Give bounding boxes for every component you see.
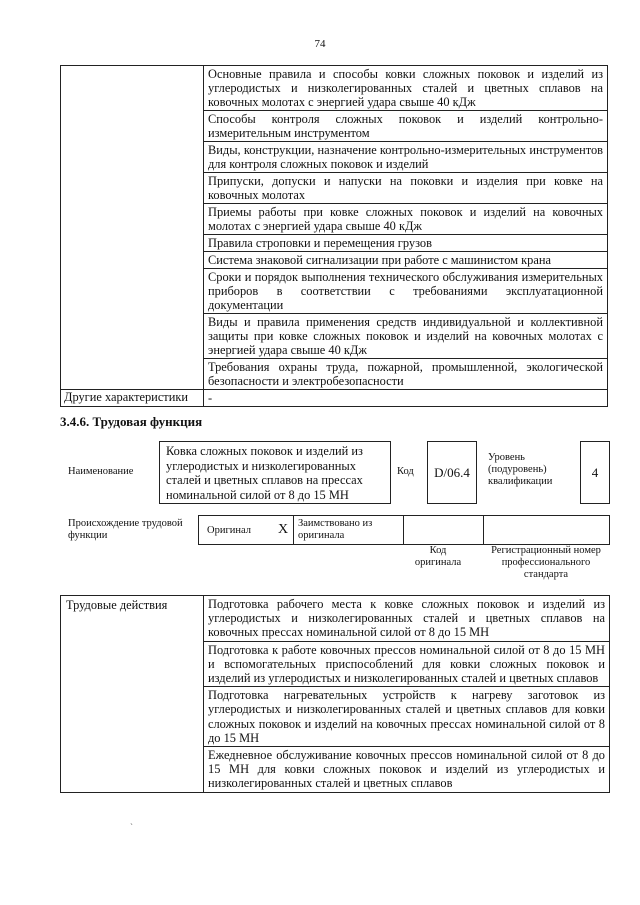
code-label: Код bbox=[397, 466, 414, 477]
level-label: Уровень (подуровень) квалификации bbox=[488, 452, 553, 487]
table-cell: Виды, конструкции, назначение контрольно-измерительных инструментов для контроля сложных поковок и изделий bbox=[204, 142, 608, 173]
table-row bbox=[61, 66, 608, 111]
table-cell: Подготовка нагревательных устройств к нагреву заготовок из углеродистых и низколегированных сталей и цветных сплавов для ковки сложных поковок и изделий на ковочных прессах номинальной силой от 8 до 15 МН bbox=[204, 687, 610, 747]
page-number: 74 bbox=[314, 38, 326, 50]
borrowed-label: Заимствовано из оригинала bbox=[298, 518, 373, 541]
other-characteristics-label: Другие характеристики bbox=[61, 390, 204, 407]
table-row bbox=[61, 596, 610, 642]
table-cell: Виды и правила применения средств индивидуальной и коллективной защиты при ковке сложных поковок и изделий на ковочных молотах с энергией удара свыше 40 кДж bbox=[204, 314, 608, 359]
empty-label-cell bbox=[61, 66, 204, 390]
table-cell: Подготовка рабочего места к ковке сложных поковок и изделий из углеродистых и низколегированных сталей и цветных сплавов на ковочных прессах номинальной силой от 8 до 15 МН bbox=[204, 596, 610, 642]
table-cell: Способы контроля сложных поковок и изделий контрольно-измерительным инструментом bbox=[204, 111, 608, 142]
code-caption: Код оригинала bbox=[414, 545, 462, 568]
original-mark: X bbox=[278, 522, 289, 537]
table-cell: Сроки и порядок выполнения технического обслуживания измерительных приборов в соответствии с требованиями эксплуатационной документации bbox=[204, 269, 608, 314]
registration-number-cell bbox=[483, 515, 610, 545]
table-row bbox=[61, 390, 608, 407]
name-label: Наименование bbox=[68, 466, 134, 477]
original-label: Оригинал bbox=[207, 525, 251, 536]
original-code-cell bbox=[403, 515, 484, 545]
function-code: D/06.4 bbox=[427, 441, 477, 504]
registration-caption: Регистрационный номер профессионального стандарта bbox=[491, 545, 601, 580]
qualification-level: 4 bbox=[580, 441, 610, 504]
labor-actions-label: Трудовые действия bbox=[61, 596, 204, 793]
origin-row bbox=[198, 515, 610, 545]
function-name: Ковка сложных поковок и изделий из углеродистых и низколегированных сталей и цветных сплавов на прессах номинальной силой от 8 до 15 МН bbox=[159, 441, 391, 504]
table-cell: Правила строповки и перемещения грузов bbox=[204, 235, 608, 252]
table-cell: Основные правила и способы ковки сложных поковок и изделий из углеродистых и низколегированных сталей и цветных сплавов на ковочных молотах с энергией удара свыше 40 кДж bbox=[204, 66, 608, 111]
table-cell: Припуски, допуски и напуски на поковки и изделия при ковке на ковочных молотах bbox=[204, 173, 608, 204]
origin-label: Происхождение трудовой функции bbox=[68, 518, 183, 541]
original-cell bbox=[198, 515, 294, 545]
other-characteristics-value: - bbox=[204, 390, 608, 407]
stray-mark: ` bbox=[130, 822, 133, 832]
table-cell: Требования охраны труда, пожарной, промышленной, экологической безопасности и электробезопасности bbox=[204, 359, 608, 390]
knowledge-table bbox=[60, 65, 608, 407]
table-cell: Подготовка к работе ковочных прессов номинальной силой от 8 до 15 МН и вспомогательных приспособлений для ковки сложных поковок и изделий из углеродистых и низколегированных сталей и цветных сплавов bbox=[204, 641, 610, 687]
table-cell: Приемы работы при ковке сложных поковок и изделий на ковочных молотах с энергией удара свыше 40 кДж bbox=[204, 204, 608, 235]
table-cell: Система знаковой сигнализации при работе с машинистом крана bbox=[204, 252, 608, 269]
borrowed-cell bbox=[293, 515, 404, 545]
labor-actions-table bbox=[60, 595, 610, 793]
section-heading: 3.4.6. Трудовая функция bbox=[60, 414, 203, 429]
table-cell: Ежедневное обслуживание ковочных прессов номинальной силой от 8 до 15 МН для ковки сложных поковок и изделий из углеродистых и низколегированных сталей и цветных сплавов bbox=[204, 747, 610, 793]
